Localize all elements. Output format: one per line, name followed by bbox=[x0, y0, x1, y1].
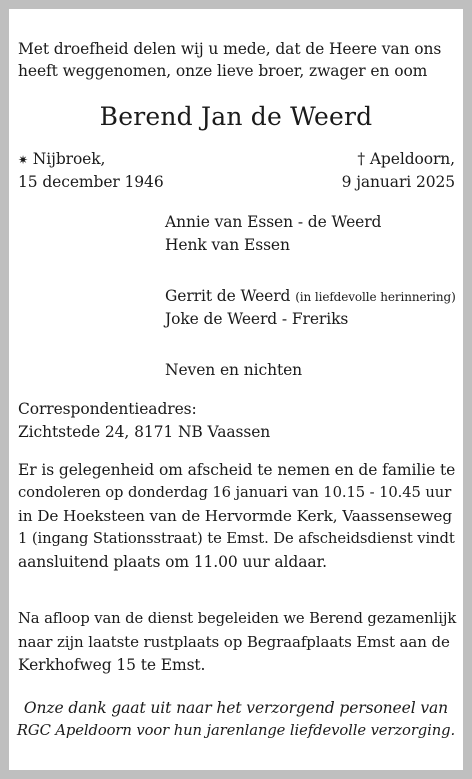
family-line-4: Joke de Weerd - Freriks bbox=[165, 310, 349, 328]
paragraph-1-line-4: 1 (ingang Stationsstraat) te Emst. De afscheidsdienst vindt bbox=[18, 530, 455, 547]
family-line-1: Annie van Essen - de Weerd bbox=[165, 213, 382, 231]
correspondence-label: Correspondentieadres: bbox=[18, 400, 197, 418]
intro-line-2: heeft weggenomen, onze lieve broer, zwager en oom bbox=[18, 62, 428, 80]
family-line-2: Henk van Essen bbox=[165, 236, 290, 254]
paragraph-2-line-3: Kerkhofweg 15 te Emst. bbox=[18, 656, 206, 674]
paragraph-1-line-1: Er is gelegenheid om afscheid te nemen en de familie te bbox=[18, 461, 456, 479]
paragraph-2-line-1: Na afloop van de dienst begeleiden we Berend gezamenlijk bbox=[18, 610, 457, 627]
paragraph-1-line-3: in De Hoeksteen van de Hervormde Kerk, Vaassenseweg bbox=[18, 507, 452, 525]
death-place: Apeldoorn, bbox=[369, 150, 455, 168]
birth-star-icon: ✷ bbox=[18, 153, 28, 167]
intro-line-1: Met droefheid delen wij u mede, dat de Heere van ons bbox=[18, 40, 442, 58]
paragraph-1-line-2: condoleren op donderdag 16 januari van 10.15 - 10.45 uur bbox=[18, 484, 452, 501]
thanks-line-2: RGC Apeldoorn voor hun jarenlange liefdevolle verzorging. bbox=[16, 722, 456, 739]
family-line-3-note: (in liefdevolle herinnering) bbox=[295, 290, 456, 304]
death-cross-icon: † bbox=[357, 150, 366, 168]
birth-line bbox=[18, 148, 105, 171]
family-line-3 bbox=[165, 285, 456, 308]
death-date: 9 januari 2025 bbox=[341, 173, 455, 191]
death-line bbox=[357, 148, 455, 170]
paragraph-2-line-2: naar zijn laatste rustplaats op Begraafplaats Emst aan de bbox=[18, 633, 450, 651]
correspondence-address: Zichtstede 24, 8171 NB Vaassen bbox=[18, 423, 271, 441]
thanks-line-1: Onze dank gaat uit naar het verzorgend personeel van bbox=[23, 699, 449, 717]
birth-place: Nijbroek, bbox=[32, 150, 106, 168]
family-line-5: Neven en nichten bbox=[165, 361, 303, 379]
birth-date: 15 december 1946 bbox=[18, 173, 164, 191]
deceased-name: Berend Jan de Weerd bbox=[99, 102, 373, 131]
paragraph-1-line-5: aansluitend plaats om 11.00 uur aldaar. bbox=[18, 553, 327, 571]
family-line-3-name: Gerrit de Weerd bbox=[165, 287, 291, 305]
